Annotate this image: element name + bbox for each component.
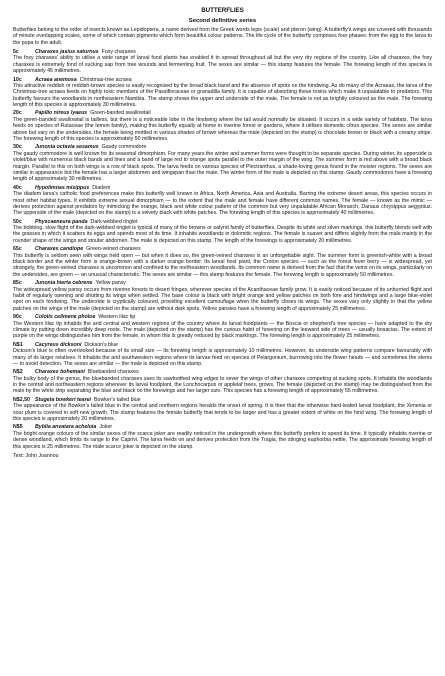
- species-common-name: Diadem: [92, 184, 111, 191]
- species-common-name: Joker: [99, 424, 113, 431]
- species-description: The diadem larva's catholic food preferences make this butterfly well known in Africa, North America, Asia and Australia. Barring the extreme desert areas, this species occurs in most other habitat types. It exhibits extreme sexual dimorphism — to the extent that the male and female have different common names. The female — known as the mimic —derives protection against predators by mimicking the orange, black and white colour pattern of the common but very unpalatable African Monarch, Danaus chrysippus aegyptius. The upperside of the male (depicted on the stamp) is a velvety black with white patches. The forewing length of this species is approximately 40 millimetres.: [13, 191, 432, 217]
- species-entry: [13, 77, 432, 109]
- species-latin-name: Colotis celimene pholoe: [35, 314, 96, 321]
- species-entry: [13, 219, 432, 245]
- species-common-name: Bowker's tailed blue: [94, 396, 141, 403]
- species-entry: [13, 369, 432, 395]
- stamp-value: N$2: [13, 369, 23, 376]
- stamp-value: 40c: [13, 184, 22, 191]
- species-latin-name: Stugeta bowkeri tearei: [35, 396, 92, 403]
- species-common-name: Dark-webbed ringlet: [90, 218, 138, 225]
- species-common-name: Bluebanded charaxes: [87, 369, 139, 376]
- stamp-value: N$5: [13, 424, 23, 431]
- species-common-name: Dickson's blue: [84, 341, 119, 348]
- species-description: The Western lilac tip inhabits the arid central and western regions of the country where its larval foodplants — the Boscia or shepherd's tree species — have adapted to the dry climate by putting down incredibly deep roots. The male (depicted on the stamp) has the curious habit of hovering on the leeward side of trees — usually bosacias. The extent of purple on the wings distinguishes him from the female, in whom this is greatly reduced by black markings. The forewing length is approximately 25 millimetres.: [13, 320, 432, 340]
- species-description: The gaudy commodore is well known for its seasonal dimorphism. For many years the winter and summer forms were thought to be separate species. During winter, its upperside is violet/blue with numerous black bands and lines and a band of large red to orange spots parallel to the outer margin of the wing. The summer form is red above with a broad black margin. Parallel to this on both wings is a row of black spots. The larva feeds on various species of Plectranthus, a shade-loving genus found in the moister regions. The sexes are similar in appearance but the female has a larger abdomen and wingspan than the male. The winter form of the male is depicted on this stamp. Gaudy commodores have a forewing length of approximately 30 millimetres.: [13, 150, 432, 183]
- species-description: This butterfly is seldom seen with wings held open — but when it does so, the green-veined charaxes is an unforgettable sight. The summer form is greenish-white with a broad black border and the winter form is orange-brown with a darker orange border. Its larval host plant, the Croton species — such as the forest fever berry — is widespread, yet strangely, the green-veined charaxes is uncommon and confined to the northeastern woodlands. Its common name is derived from the fact that the veins on its wings, particularly on the undersides, are green — an unusual characteristic. The sexes are similar — this stamp features the female. The forewing length is approximately 50 millimetres.: [13, 252, 432, 278]
- species-common-name: Green-banded swallowtail: [90, 110, 151, 117]
- species-common-name: Christmas-tree acraea: [79, 76, 132, 83]
- species-entry: [13, 246, 432, 278]
- stamp-value: 5c: [13, 48, 19, 55]
- species-latin-name: Junonia octavia sesamus: [35, 144, 99, 151]
- species-latin-name: Physcaeneura panda: [35, 218, 88, 225]
- stamp-value: 85c: [13, 280, 22, 287]
- species-latin-name: Charaxes bohemani: [35, 369, 85, 376]
- species-latin-name: Byblia anvatara acheloia: [35, 424, 97, 431]
- stamp-value: 50c: [13, 218, 22, 225]
- species-description: Dickson's blue is often overlooked because of its small size — its forewing length is approximately 10 millimetres. However, its underside wing patterns compare favourably with many of its larger relatives. It inhabits the arid southwestern regions where its larvae feed on species of Pelargonium, burrowing into the flower heads — and sometimes the stems — to avoid detection. The sexes are similar — the male is depicted on this stamp.: [13, 348, 432, 367]
- author-credit: Text: John Joannou: [13, 452, 59, 459]
- species-latin-name: Papilio nireus lyaeus: [35, 110, 88, 117]
- species-description: The green-banded swallowtail is tailless, but there is a noticeable lobe in the hindwing where the tail would normally be situated. It occurs in a wide variety of habitats. The larva feeds on species of Rutaceae (the lemon family), making this butterfly equally at home in riverine forest or gardens, where it utilises domestic citrus species. The sexes are similar above but vary on the undersides, the female being mottled in various shades of brown whereas the male (depicted on the stamp) is chocolate brown or black with a creamy stripe. The forewing length of this species is approximately 50 millimetres.: [13, 116, 432, 143]
- species-entry: [13, 342, 432, 368]
- stamp-value: 65c: [13, 246, 22, 253]
- species-common-name: Green-veined charaxes: [86, 246, 141, 253]
- stamp-value: 20c: [13, 110, 22, 117]
- stamp-value: 10c: [13, 76, 22, 83]
- species-entry: [13, 314, 432, 340]
- species-common-name: Foxy charaxes: [101, 48, 136, 55]
- species-entry: [13, 280, 432, 312]
- page-subtitle: Second definitive series: [188, 17, 257, 24]
- species-latin-name: Cacyreus dicksoni: [35, 341, 82, 348]
- species-common-name: Yellow pansy: [95, 280, 126, 287]
- species-description: The appearance of the Bowker's tailed blue in the central and northern regions heralds the onset of spring. It is then that the otherwise hard-leafed larval foodplant, the Ximenia or sour plum is covered in soft new growth. The stamp features the female butterfly that tends to be larger and has a greater extent of white on the hind wing. The forewing length of this species is approximately 20 millimetres.: [13, 403, 432, 423]
- species-latin-name: Charaxes jasius saturnus: [35, 48, 99, 55]
- species-common-name: Gaudy commodore: [101, 144, 147, 151]
- species-entry: [13, 144, 432, 182]
- stamp-value: 30c: [13, 144, 22, 151]
- species-description: The bright orange colours of the similar sexes of the scarce joker are readily noticed in the undergrowth where this butterfly prefers to spend its time. It typically inhabits riverine or dense woodland, which limits its range to the Caprivi. The larva feeds on and derives protection from the Tragia, the stinging euphorbia nettle. The approximate forewing length of this species is 25 millimetres. The male scarce joker is depicted on the stamp.: [13, 430, 432, 450]
- species-common-name: Western lilac tip: [98, 314, 136, 321]
- species-description: The bulky body of the genus, the bluebanded charaxes uses its sawtoothed wing edges to sever the wings of other charaxes competing at sucking spots. It inhabits the woodlands in the central and northeastern regions wherever its larval foodplant, the Lonchocarpus or applelaf trees, grows. The female (depicted on the stamp) may be distinguished from the male by the white strip separating the blue and black on the forewings and her larger size. This species has a forewing length of approximately 55 millimetres.: [13, 375, 432, 395]
- species-description: The bobbing, slow flight of the dark-webbed ringlet is typical of many of the browns or satyrid family of butterflies. Despite its white and silver markings, this butterfly blends well with the grasses in which it scatters its eggs and spends most of its time. It inhabits woodlands in dolomitic regions. The female is suaver and differs slightly from the male mainly in the rounder shape of the wings and stouter abdomen. The male is depicted on this stamp. The length of the forewings is approximately 20 millimetres.: [13, 225, 432, 244]
- species-latin-name: Acraea anemosa: [35, 76, 77, 83]
- intro-paragraph: Butterflies belong to the order of insects known as Lepidoptera, a name derived from the Greek words lepis (scale) and pteron (wing). A butterfly's wings are covered with thousands of minute overlapping scales, some of which contain pigments which form beautiful colour patterns. The life cycle of the butterfly comprises four phases: from the egg to the larva to the pupa to the adult.: [13, 26, 432, 46]
- species-entry: [13, 49, 432, 75]
- species-description: The widespread yellow pansy occurs from riverine forests to desert fringes, wherever species of the Acanthaceae family grow. It is easily noticed because of its unhurried flight and habit of regularly opening and shutting its wings when settled. The base colour is black with bright orange and yellow patches on both fore and hindwings and a large blue-violet spot on each hindwing. The underside is cryptically coloured, providing excellent camouflage when the butterfly closes its wings. The sexes vary only slightly in that the yellow patches on the wings of the male (depicted on the stamp) are without dark spots. Yellow pansies have a forewing length of approximately 25 millimetres.: [13, 286, 432, 312]
- species-description: This attractive reddish or reddish-brown species is easily recognised by the broad black band and the absence of spots on the hindwing. As do many of the Acraeas, the larva of the Christmas-tree acraea feeds on highly toxic members of the Passifloraceae or granadilla family. It is capable of absorbing these toxins which make it unpalatable to predators. This butterfly favours the woodlands in northeastern Namibia. The stamp shows the upper and underside of the male. The female is not as brightly coloured as the male. The forewing length of this species is approximately 30 millimetres.: [13, 82, 432, 109]
- species-entry: [13, 110, 432, 142]
- species-latin-name: Hypolimnas misippus: [35, 184, 90, 191]
- stamp-value: N$2,50: [13, 396, 30, 403]
- page-title: BUTTERFLIES: [201, 7, 244, 14]
- stamp-value: N$1: [13, 341, 23, 348]
- species-entry: [13, 424, 432, 450]
- species-latin-name: Junonia hierta cebrene: [35, 280, 93, 287]
- species-entry: [13, 397, 432, 423]
- species-description: The foxy charaxes' ability to utilise a wide range of larval food plants has enabled it to spread throughout all but the very dry regions of the country. Like all charaxes, the foxy charaxes is extremely fond of sucking sap from tree wounds and fermenting fruit. The sexes are similar — this stamp features the female. The forewing length of this species is approximately 45 millimetres.: [13, 55, 432, 75]
- species-entry: [13, 185, 432, 217]
- entry-list: [13, 49, 432, 450]
- species-latin-name: Charaxes candiope: [35, 246, 84, 253]
- stamp-value: 90c: [13, 314, 22, 321]
